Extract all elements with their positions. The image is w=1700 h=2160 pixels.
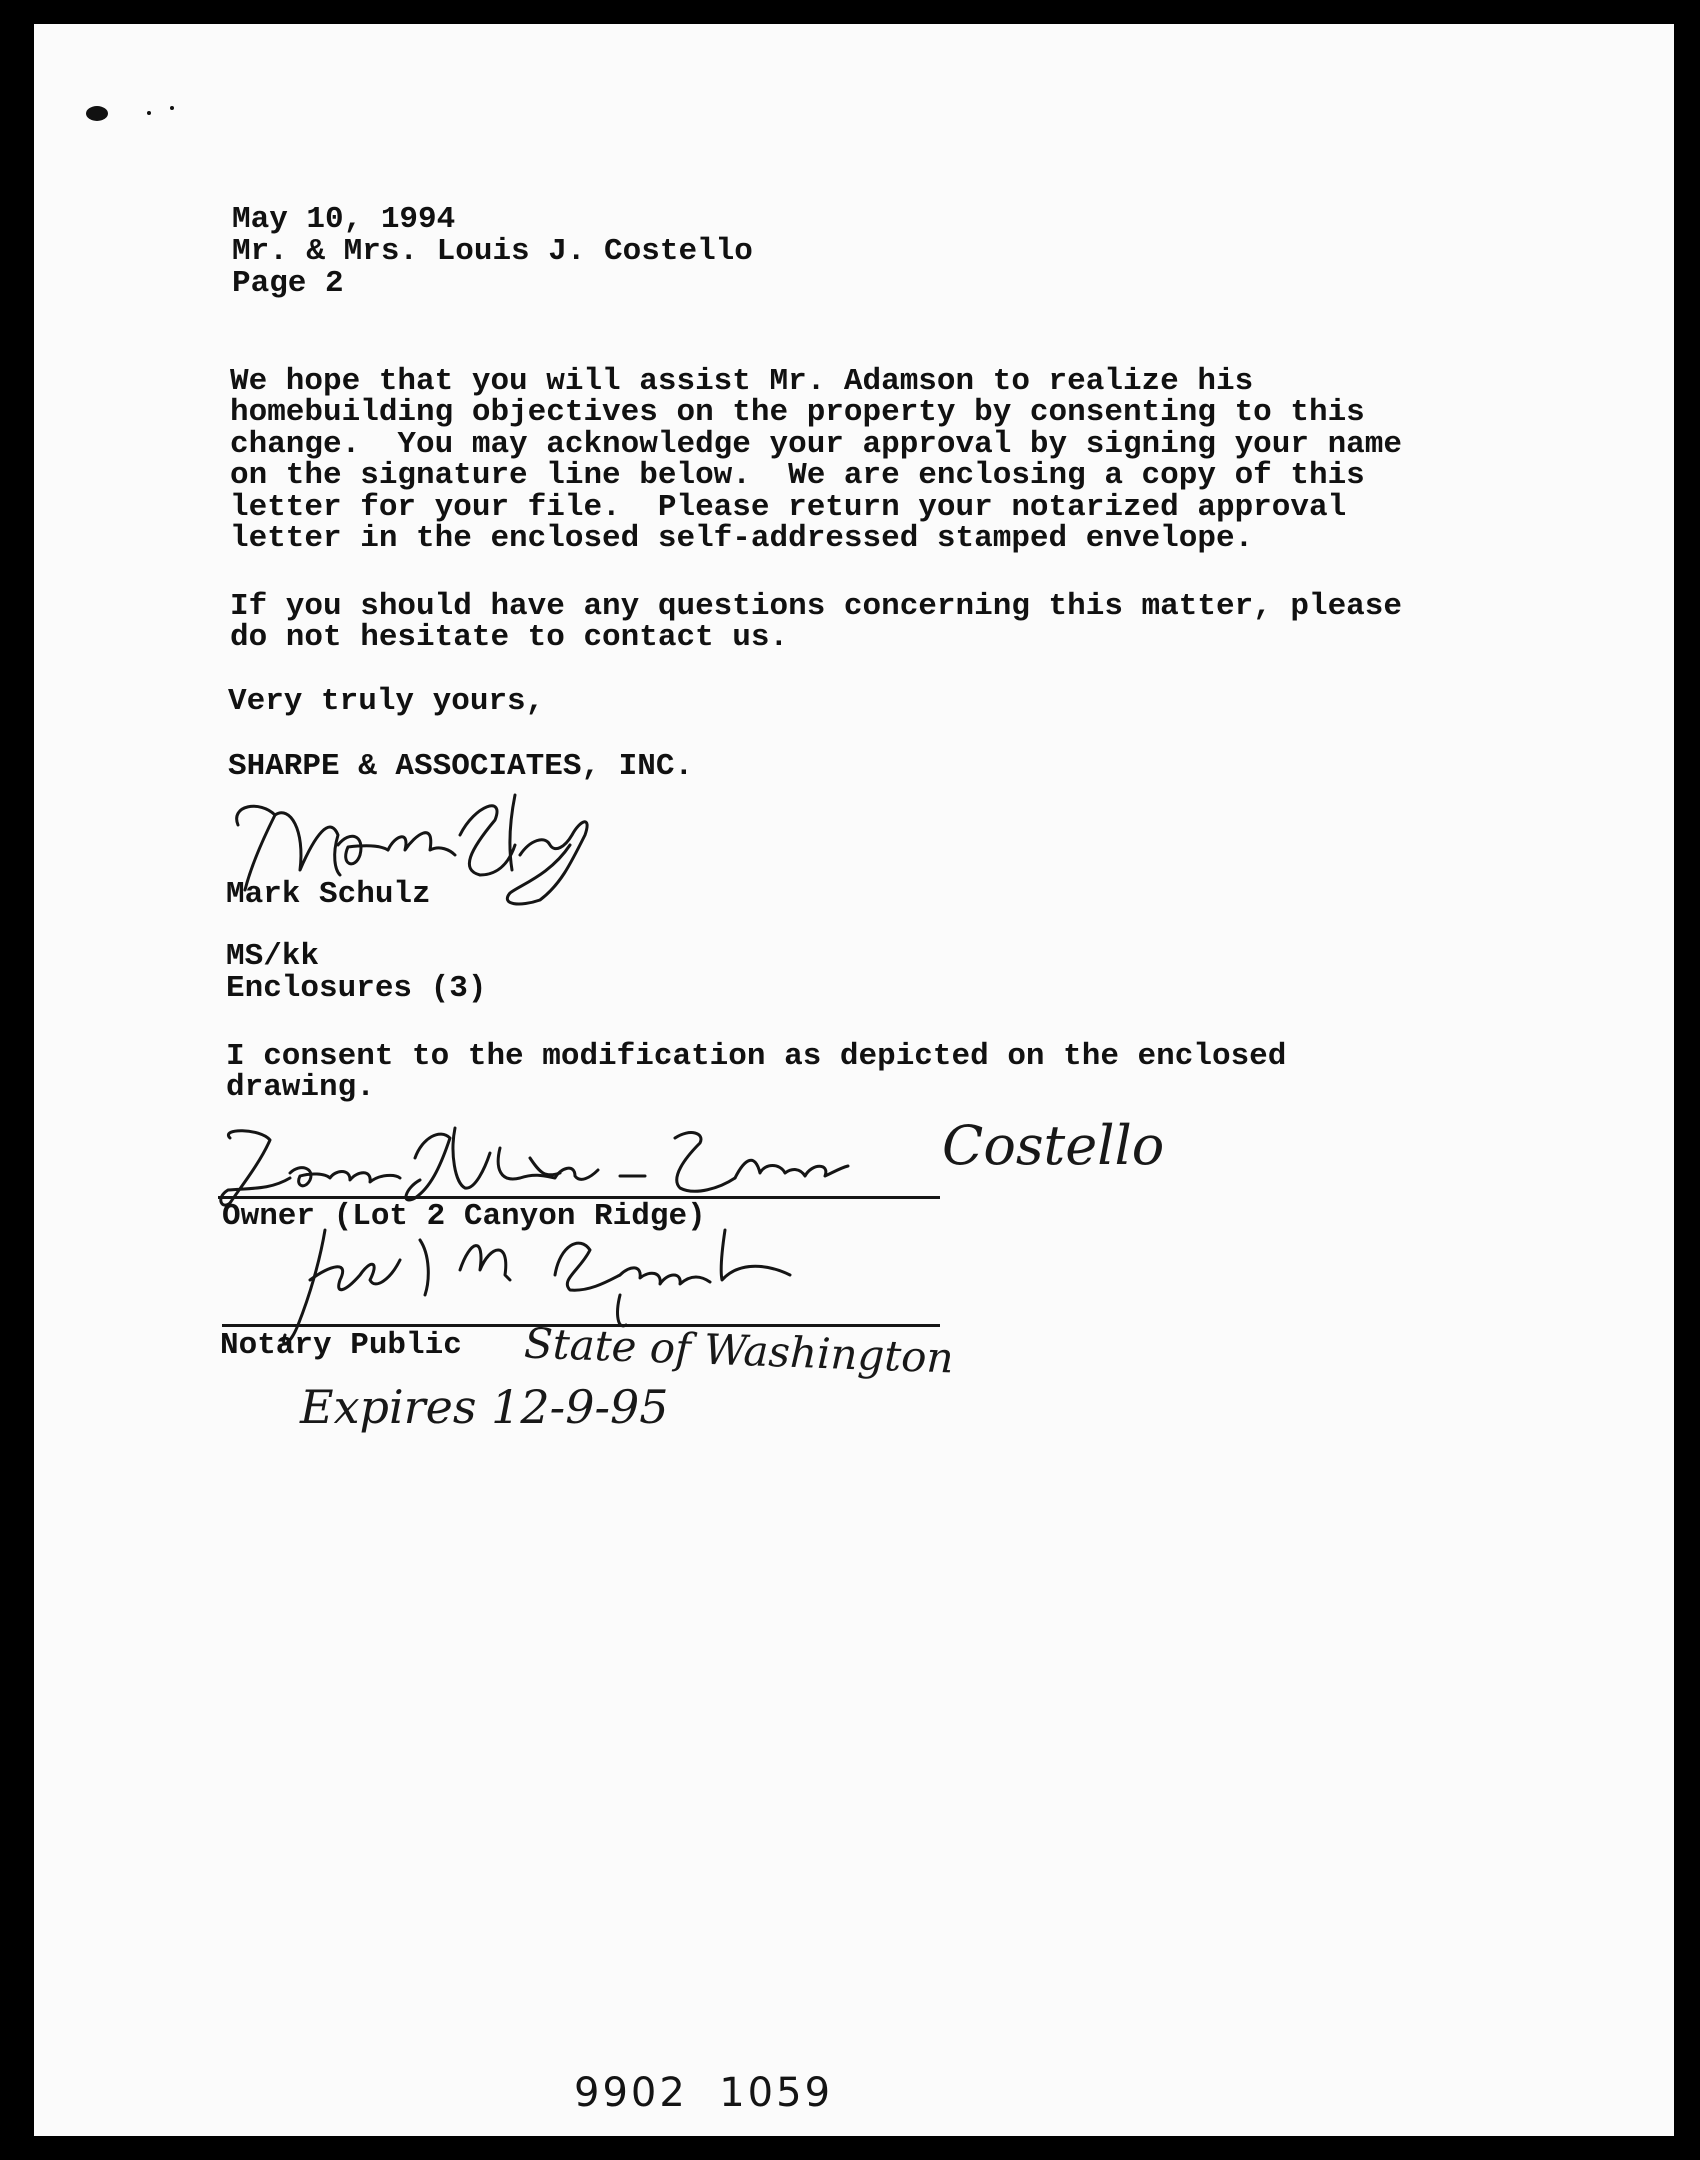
recipient-name: Mr. & Mrs. Louis J. Costello [232,234,753,269]
body-line: homebuilding objectives on the property by consenting to this [230,395,1365,430]
scan-speck [86,106,108,121]
body-line: on the signature line below. We are enclosing a copy of this [230,458,1365,493]
body-line: do not hesitate to contact us. [230,620,789,655]
body-line: letter for your file. Please return your notarized approval [230,490,1347,525]
body-line: letter in the enclosed self-addressed stamped envelope. [230,521,1254,556]
scan-speck [170,106,174,110]
notary-state-handwritten: State of Washington [523,1318,955,1383]
body-line: We hope that you will assist Mr. Adamson to realize his [230,364,1254,399]
closing-salutation: Very truly yours, [228,684,545,719]
body-line: If you should have any questions concerning this matter, please [230,589,1402,624]
enclosures-note: Enclosures (3) [226,971,487,1006]
signer-name: Mark Schulz [226,877,431,912]
consent-statement: I consent to the modification as depicted on the enclosed [226,1039,1287,1074]
typist-initials: MS/kk [226,939,320,974]
owner-handwritten-surname: Costello [942,1114,1165,1177]
notary-expiration-handwritten: Expires 12-9-95 [300,1380,669,1434]
owner-label: Owner (Lot 2 Canyon Ridge) [222,1199,706,1234]
company-name: SHARPE & ASSOCIATES, INC. [228,749,694,784]
scan-speck [147,111,151,115]
letter-date: May 10, 1994 [232,202,456,237]
body-line: change. You may acknowledge your approval by signing your name [230,427,1402,462]
consent-statement: drawing. [226,1070,375,1105]
page-number: Page 2 [232,266,344,301]
notary-label: Notary Public [220,1328,462,1363]
document-number: 9902 1059 [574,2070,834,2116]
